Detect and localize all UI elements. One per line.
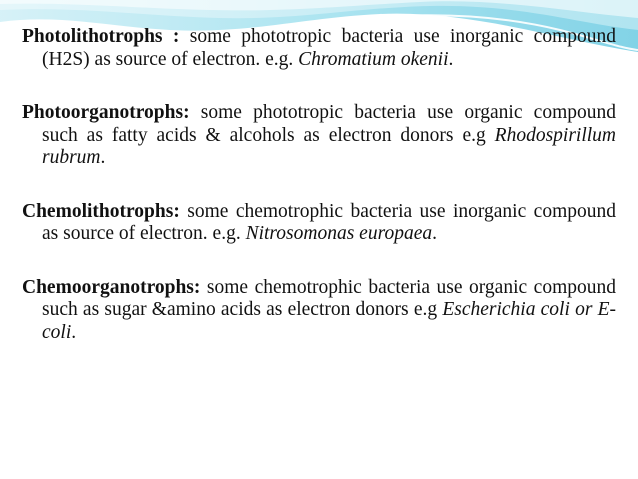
definitions-list [22, 26, 616, 344]
term: Chemolithotrophs: [22, 200, 180, 222]
example-species: Escherichia coli or E-coli [42, 299, 617, 343]
trailing-punctuation: . [448, 48, 454, 70]
description: some phototropic bacteria use organic compound such as fatty acids & alcohols as electron donors e.g [42, 102, 616, 146]
term: Photoorganotrophs: [22, 102, 190, 123]
trailing-punctuation: . [432, 223, 437, 244]
definition-chemolithotrophs [22, 201, 616, 246]
term: Chemoorganotrophs: [22, 276, 201, 298]
description: some chemotrophic bacteria use organic compound such as sugar &amino acids as electron donors e.g [42, 276, 616, 320]
description: some phototropic bacteria use inorganic compound (H2S) as source of electron. e.g. [42, 26, 616, 70]
definition-photolithotrophs [22, 26, 616, 71]
definition-photoorganotrophs [22, 102, 616, 170]
trailing-punctuation: . [71, 321, 77, 343]
example-species: Chromatium okenii [298, 48, 449, 70]
term: Photolithotrophs : [22, 26, 180, 47]
example-species: Rhodospirillum rubrum [42, 124, 616, 168]
trailing-punctuation: . [100, 147, 106, 168]
description: some chemotrophic bacteria use inorganic compound as source of electron. e.g. [42, 200, 616, 244]
definition-chemoorganotrophs [22, 277, 616, 345]
example-species: Nitrosomonas europaea [245, 223, 433, 244]
